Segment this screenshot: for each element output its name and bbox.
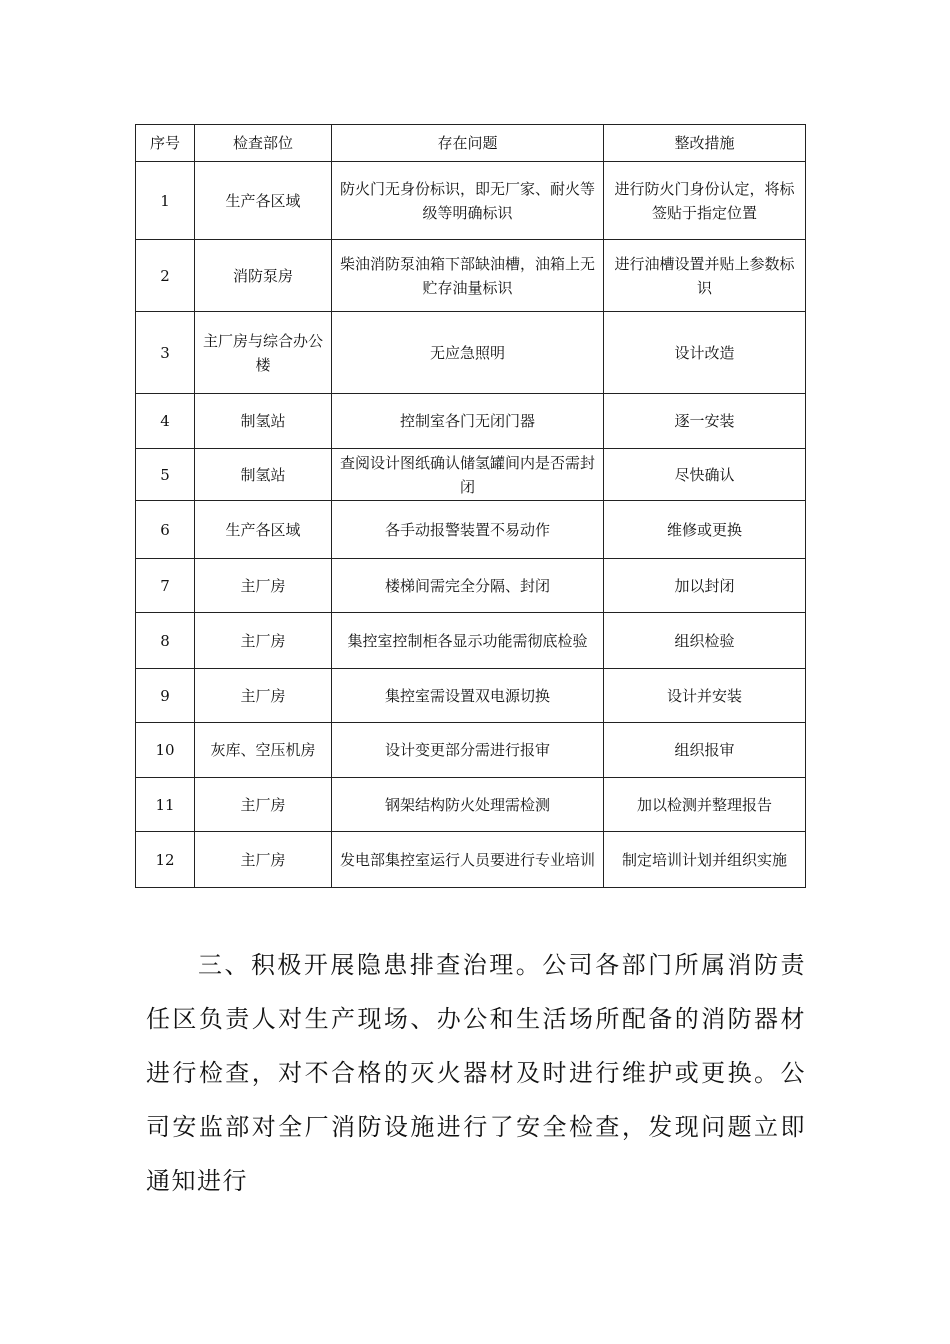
cell-location: 主厂房 xyxy=(195,832,332,888)
cell-no: 1 xyxy=(136,162,195,240)
cell-problem: 发电部集控室运行人员要进行专业培训 xyxy=(332,832,604,888)
cell-location: 主厂房 xyxy=(195,559,332,613)
cell-measure: 进行油槽设置并贴上参数标识 xyxy=(604,240,806,312)
cell-measure: 制定培训计划并组织实施 xyxy=(604,832,806,888)
cell-location: 灰库、空压机房 xyxy=(195,723,332,778)
cell-location: 主厂房 xyxy=(195,778,332,832)
cell-no: 7 xyxy=(136,559,195,613)
body-paragraph: 三、积极开展隐患排查治理。公司各部门所属消防责任区负责人对生产现场、办公和生活场所配备的消防器材进行检查，对不合格的灭火器材及时进行维护或更换。公司安监部对全厂消防设施进行了安全检查，发现问题立即通知进行 xyxy=(146,951,806,1195)
cell-no: 5 xyxy=(136,449,195,501)
cell-problem: 楼梯间需完全分隔、封闭 xyxy=(332,559,604,613)
table-row xyxy=(136,723,806,778)
cell-location: 主厂房 xyxy=(195,669,332,723)
cell-no: 11 xyxy=(136,778,195,832)
cell-problem: 防火门无身份标识，即无厂家、耐火等级等明确标识 xyxy=(332,162,604,240)
cell-no: 3 xyxy=(136,312,195,394)
cell-no: 6 xyxy=(136,501,195,559)
cell-measure: 组织检验 xyxy=(604,613,806,669)
cell-measure: 逐一安装 xyxy=(604,394,806,449)
cell-location: 生产各区域 xyxy=(195,162,332,240)
table-row xyxy=(136,613,806,669)
cell-problem: 钢架结构防火处理需检测 xyxy=(332,778,604,832)
table-header-row xyxy=(136,125,806,162)
cell-no: 4 xyxy=(136,394,195,449)
cell-location: 消防泵房 xyxy=(195,240,332,312)
cell-problem: 集控室控制柜各显示功能需彻底检验 xyxy=(332,613,604,669)
table-row xyxy=(136,240,806,312)
header-no: 序号 xyxy=(136,125,195,162)
table-row xyxy=(136,162,806,240)
table-row xyxy=(136,394,806,449)
cell-no: 9 xyxy=(136,669,195,723)
cell-location: 制氢站 xyxy=(195,449,332,501)
cell-no: 2 xyxy=(136,240,195,312)
cell-problem: 各手动报警装置不易动作 xyxy=(332,501,604,559)
header-measure: 整改措施 xyxy=(604,125,806,162)
cell-location: 生产各区域 xyxy=(195,501,332,559)
table-row xyxy=(136,669,806,723)
cell-measure: 设计改造 xyxy=(604,312,806,394)
cell-problem: 无应急照明 xyxy=(332,312,604,394)
table-row xyxy=(136,832,806,888)
cell-problem: 查阅设计图纸确认储氢罐间内是否需封闭 xyxy=(332,449,604,501)
cell-problem: 控制室各门无闭门器 xyxy=(332,394,604,449)
header-location: 检查部位 xyxy=(195,125,332,162)
table-row xyxy=(136,559,806,613)
cell-problem: 集控室需设置双电源切换 xyxy=(332,669,604,723)
cell-location: 主厂房 xyxy=(195,613,332,669)
cell-measure: 尽快确认 xyxy=(604,449,806,501)
table-row xyxy=(136,778,806,832)
header-problem: 存在问题 xyxy=(332,125,604,162)
cell-location: 主厂房与综合办公楼 xyxy=(195,312,332,394)
cell-measure: 组织报审 xyxy=(604,723,806,778)
rectification-table xyxy=(135,124,806,888)
cell-location: 制氢站 xyxy=(195,394,332,449)
cell-no: 12 xyxy=(136,832,195,888)
table-row xyxy=(136,449,806,501)
cell-problem: 柴油消防泵油箱下部缺油槽，油箱上无贮存油量标识 xyxy=(332,240,604,312)
cell-measure: 设计并安装 xyxy=(604,669,806,723)
table-row xyxy=(136,312,806,394)
cell-no: 8 xyxy=(136,613,195,669)
cell-measure: 加以检测并整理报告 xyxy=(604,778,806,832)
table-row xyxy=(136,501,806,559)
cell-measure: 进行防火门身份认定，将标签贴于指定位置 xyxy=(604,162,806,240)
cell-measure: 加以封闭 xyxy=(604,559,806,613)
cell-problem: 设计变更部分需进行报审 xyxy=(332,723,604,778)
cell-no: 10 xyxy=(136,723,195,778)
cell-measure: 维修或更换 xyxy=(604,501,806,559)
